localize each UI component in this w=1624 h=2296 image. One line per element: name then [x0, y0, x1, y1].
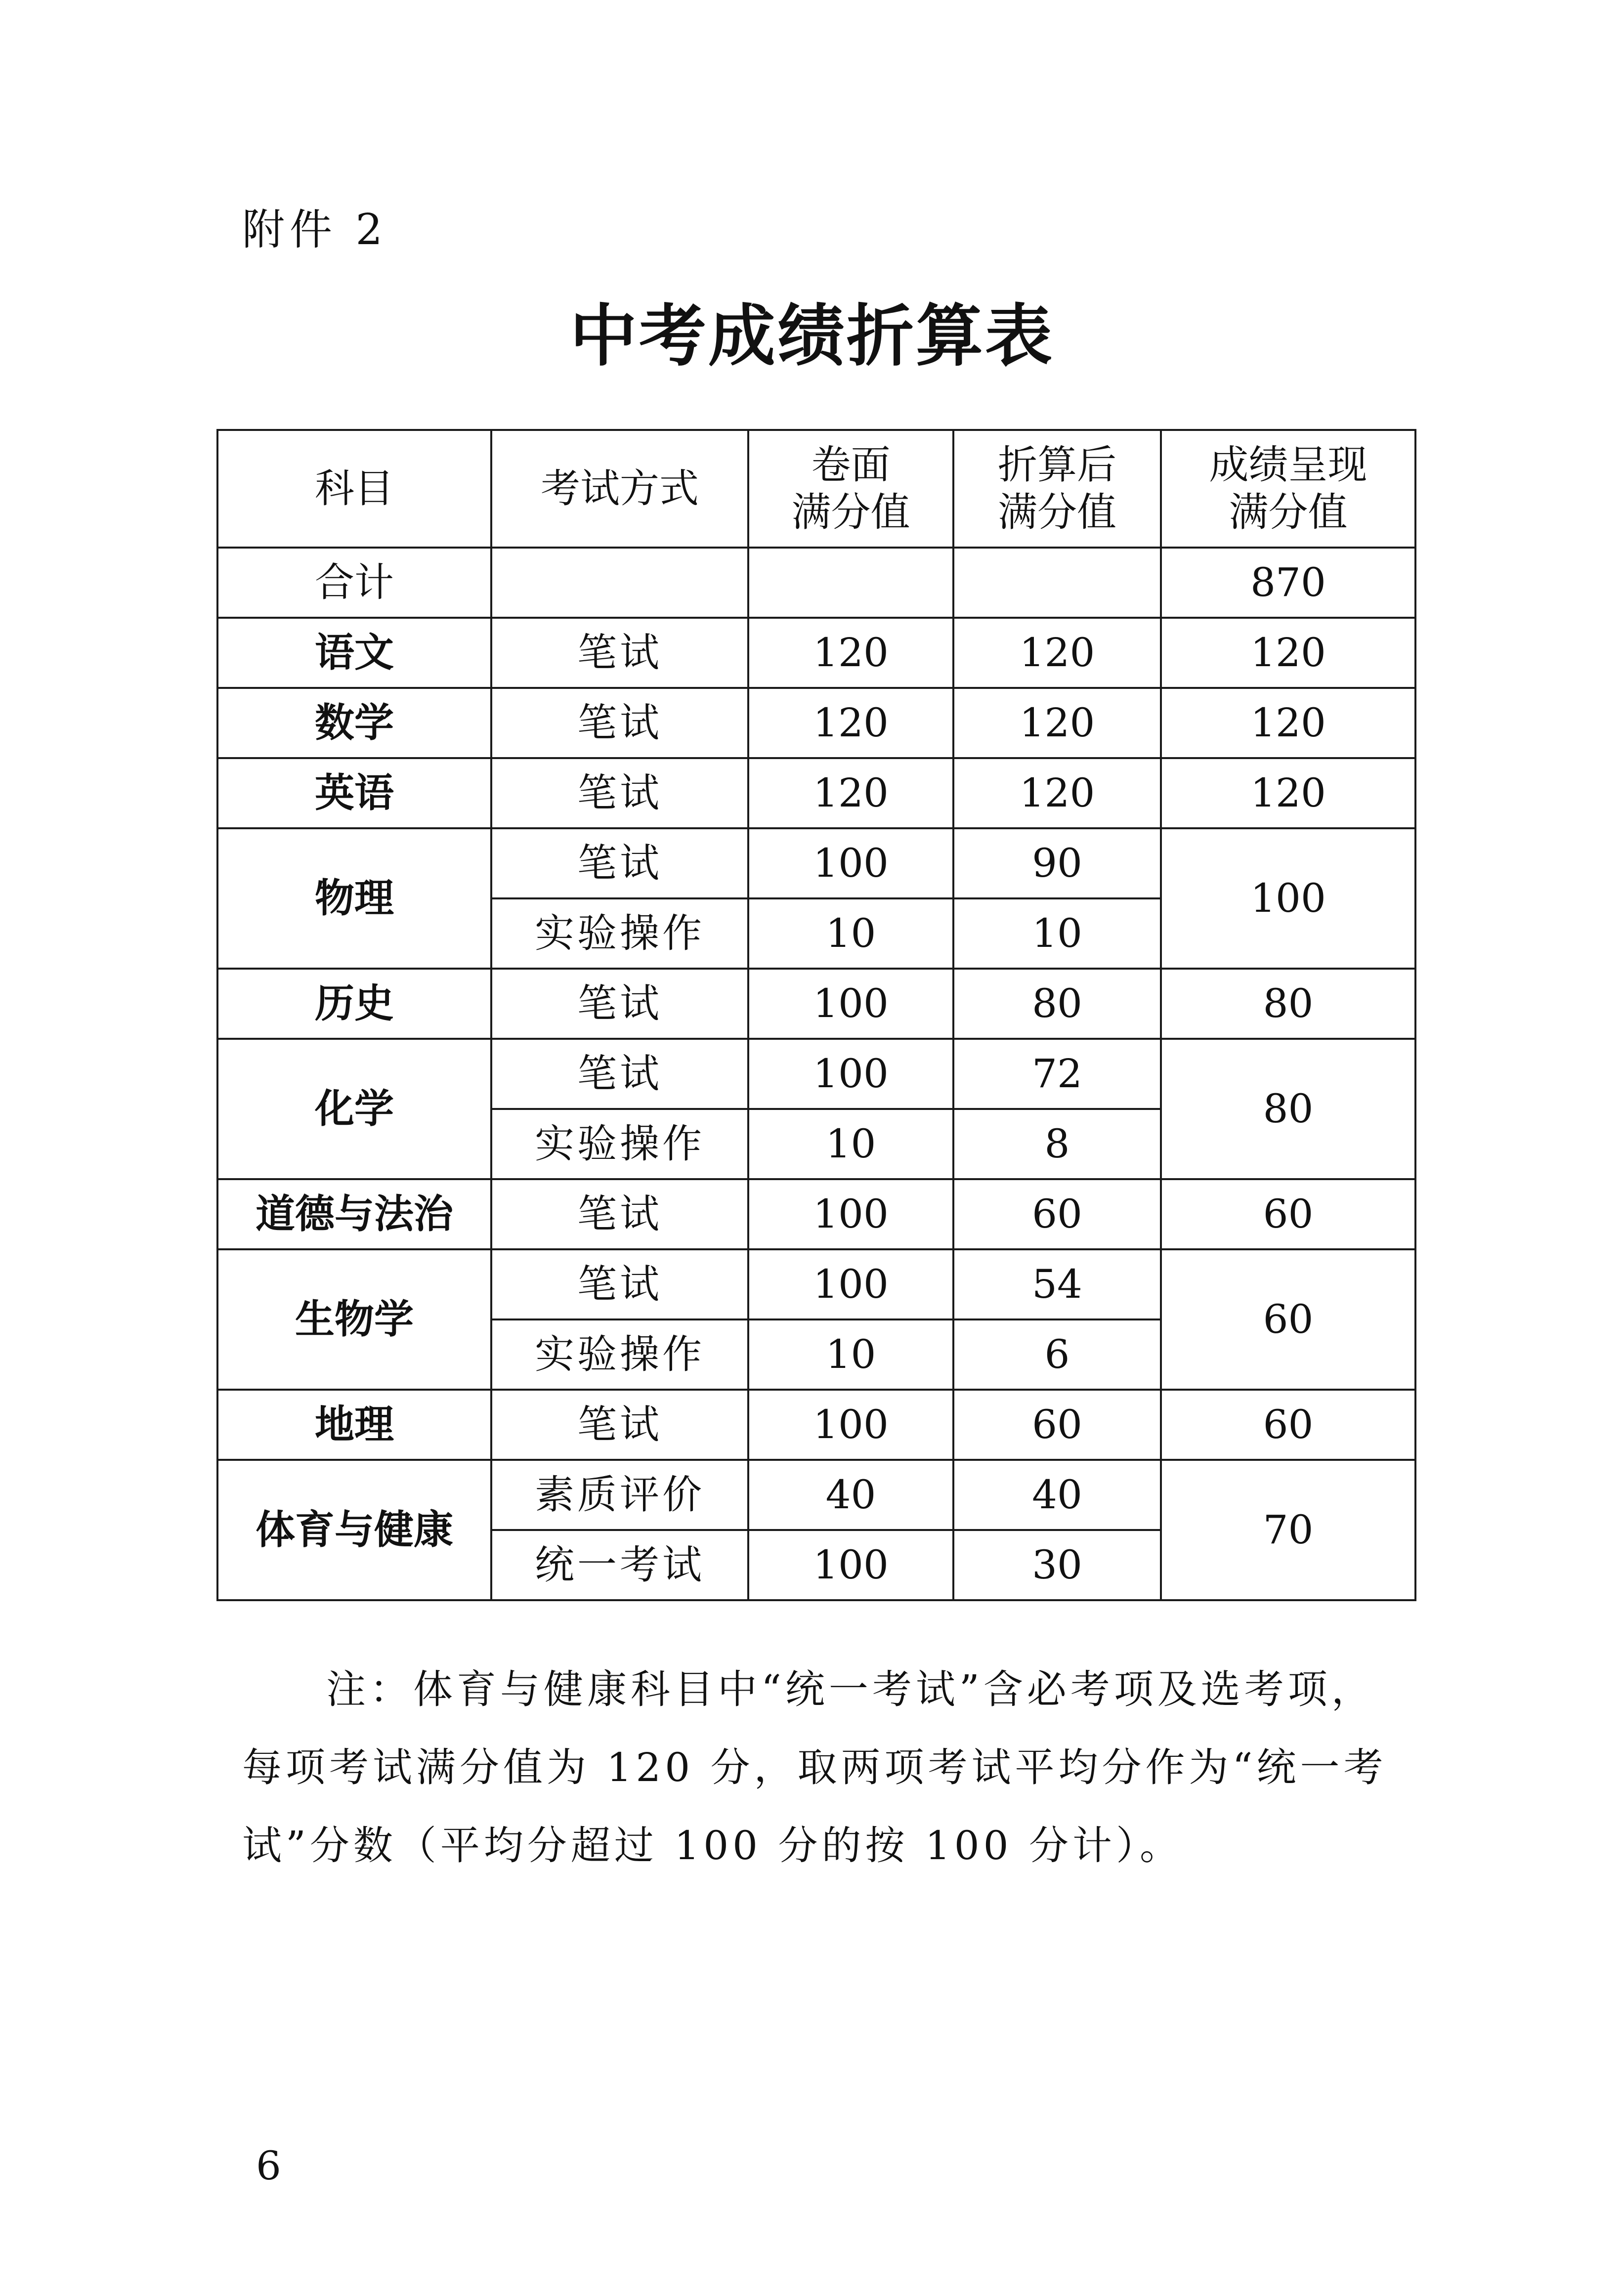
paper-full-cell: 100 — [748, 828, 953, 898]
method-cell: 笔试 — [491, 1390, 748, 1460]
header-subject: 科目 — [217, 430, 491, 548]
presented-full-cell: 120 — [1161, 758, 1415, 828]
note-line: 注：体育与健康科目中“统一考试”含必考项及选考项， — [326, 1666, 1375, 1712]
converted-full-cell: 90 — [953, 828, 1161, 898]
subject-cell: 地理 — [217, 1390, 491, 1460]
method-cell: 笔试 — [491, 1249, 748, 1319]
page-title: 中考成绩折算表 — [570, 298, 1054, 376]
method-cell: 实验操作 — [491, 1109, 748, 1179]
converted-full-cell: 8 — [953, 1109, 1161, 1179]
method-cell: 素质评价 — [491, 1460, 748, 1530]
converted-full-cell: 72 — [953, 1039, 1161, 1109]
table-row — [217, 1039, 1415, 1109]
total-label: 合计 — [217, 548, 491, 618]
converted-full-cell: 6 — [953, 1319, 1161, 1390]
table-row — [217, 1179, 1415, 1249]
converted-full-cell: 80 — [953, 969, 1161, 1039]
page-number: 6 — [256, 2143, 281, 2189]
converted-full-cell: 120 — [953, 688, 1161, 758]
presented-full-cell: 60 — [1161, 1249, 1415, 1390]
converted-full-cell: 30 — [953, 1530, 1161, 1600]
subject-cell: 历史 — [217, 969, 491, 1039]
subject-cell: 体育与健康 — [217, 1460, 491, 1600]
table-row — [217, 1249, 1415, 1319]
paper-full-cell: 10 — [748, 1319, 953, 1390]
paper-full-cell: 100 — [748, 1390, 953, 1460]
paper-full-cell: 120 — [748, 618, 953, 688]
presented-full-cell: 100 — [1161, 828, 1415, 969]
paper-full-cell: 10 — [748, 1109, 953, 1179]
method-cell: 实验操作 — [491, 1319, 748, 1390]
method-cell: 笔试 — [491, 618, 748, 688]
table-row — [217, 1390, 1415, 1460]
table-row — [217, 1460, 1415, 1530]
converted-full-cell: 120 — [953, 618, 1161, 688]
paper-full-cell: 100 — [748, 1249, 953, 1319]
paper-full-cell: 100 — [748, 969, 953, 1039]
presented-full-cell: 120 — [1161, 688, 1415, 758]
subject-cell: 化学 — [217, 1039, 491, 1179]
method-cell: 实验操作 — [491, 898, 748, 969]
score-conversion-table — [216, 429, 1416, 1601]
subject-cell: 英语 — [217, 758, 491, 828]
paper-full-cell: 100 — [748, 1530, 953, 1600]
empty-cell — [953, 548, 1161, 618]
converted-full-cell: 40 — [953, 1460, 1161, 1530]
attachment-label: 附件 2 — [242, 205, 388, 255]
table-note — [242, 1651, 1399, 1885]
presented-full-cell: 70 — [1161, 1460, 1415, 1600]
table-header-row — [217, 430, 1415, 548]
note-line: 试”分数（平均分超过 100 分的按 100 分计）。 — [242, 1823, 1184, 1869]
paper-full-cell: 100 — [748, 1039, 953, 1109]
converted-full-cell: 120 — [953, 758, 1161, 828]
subject-cell: 生物学 — [217, 1249, 491, 1390]
subject-cell: 物理 — [217, 828, 491, 969]
subject-cell: 道德与法治 — [217, 1179, 491, 1249]
paper-full-cell: 100 — [748, 1179, 953, 1249]
converted-full-cell: 60 — [953, 1179, 1161, 1249]
header-paper-full: 卷面 满分值 — [748, 430, 953, 548]
method-cell: 笔试 — [491, 1039, 748, 1109]
paper-full-cell: 120 — [748, 688, 953, 758]
table-row — [217, 618, 1415, 688]
header-method: 考试方式 — [491, 430, 748, 548]
method-cell: 笔试 — [491, 758, 748, 828]
converted-full-cell: 54 — [953, 1249, 1161, 1319]
subject-cell: 数学 — [217, 688, 491, 758]
table-row-total — [217, 548, 1415, 618]
presented-full-cell: 60 — [1161, 1390, 1415, 1460]
method-cell: 统一考试 — [491, 1530, 748, 1600]
note-line: 每项考试满分值为 120 分，取两项考试平均分作为“统一考 — [242, 1744, 1387, 1790]
method-cell: 笔试 — [491, 1179, 748, 1249]
subject-cell: 语文 — [217, 618, 491, 688]
header-converted-full: 折算后 满分值 — [953, 430, 1161, 548]
presented-full-cell: 80 — [1161, 969, 1415, 1039]
empty-cell — [748, 548, 953, 618]
paper-full-cell: 40 — [748, 1460, 953, 1530]
paper-full-cell: 10 — [748, 898, 953, 969]
total-value: 870 — [1161, 548, 1415, 618]
table-row — [217, 758, 1415, 828]
presented-full-cell: 60 — [1161, 1179, 1415, 1249]
paper-full-cell: 120 — [748, 758, 953, 828]
table-row — [217, 969, 1415, 1039]
method-cell: 笔试 — [491, 828, 748, 898]
presented-full-cell: 80 — [1161, 1039, 1415, 1179]
method-cell: 笔试 — [491, 969, 748, 1039]
empty-cell — [491, 548, 748, 618]
header-presented-full: 成绩呈现 满分值 — [1161, 430, 1415, 548]
presented-full-cell: 120 — [1161, 618, 1415, 688]
converted-full-cell: 60 — [953, 1390, 1161, 1460]
converted-full-cell: 10 — [953, 898, 1161, 969]
table-row — [217, 688, 1415, 758]
method-cell: 笔试 — [491, 688, 748, 758]
table-row — [217, 828, 1415, 898]
